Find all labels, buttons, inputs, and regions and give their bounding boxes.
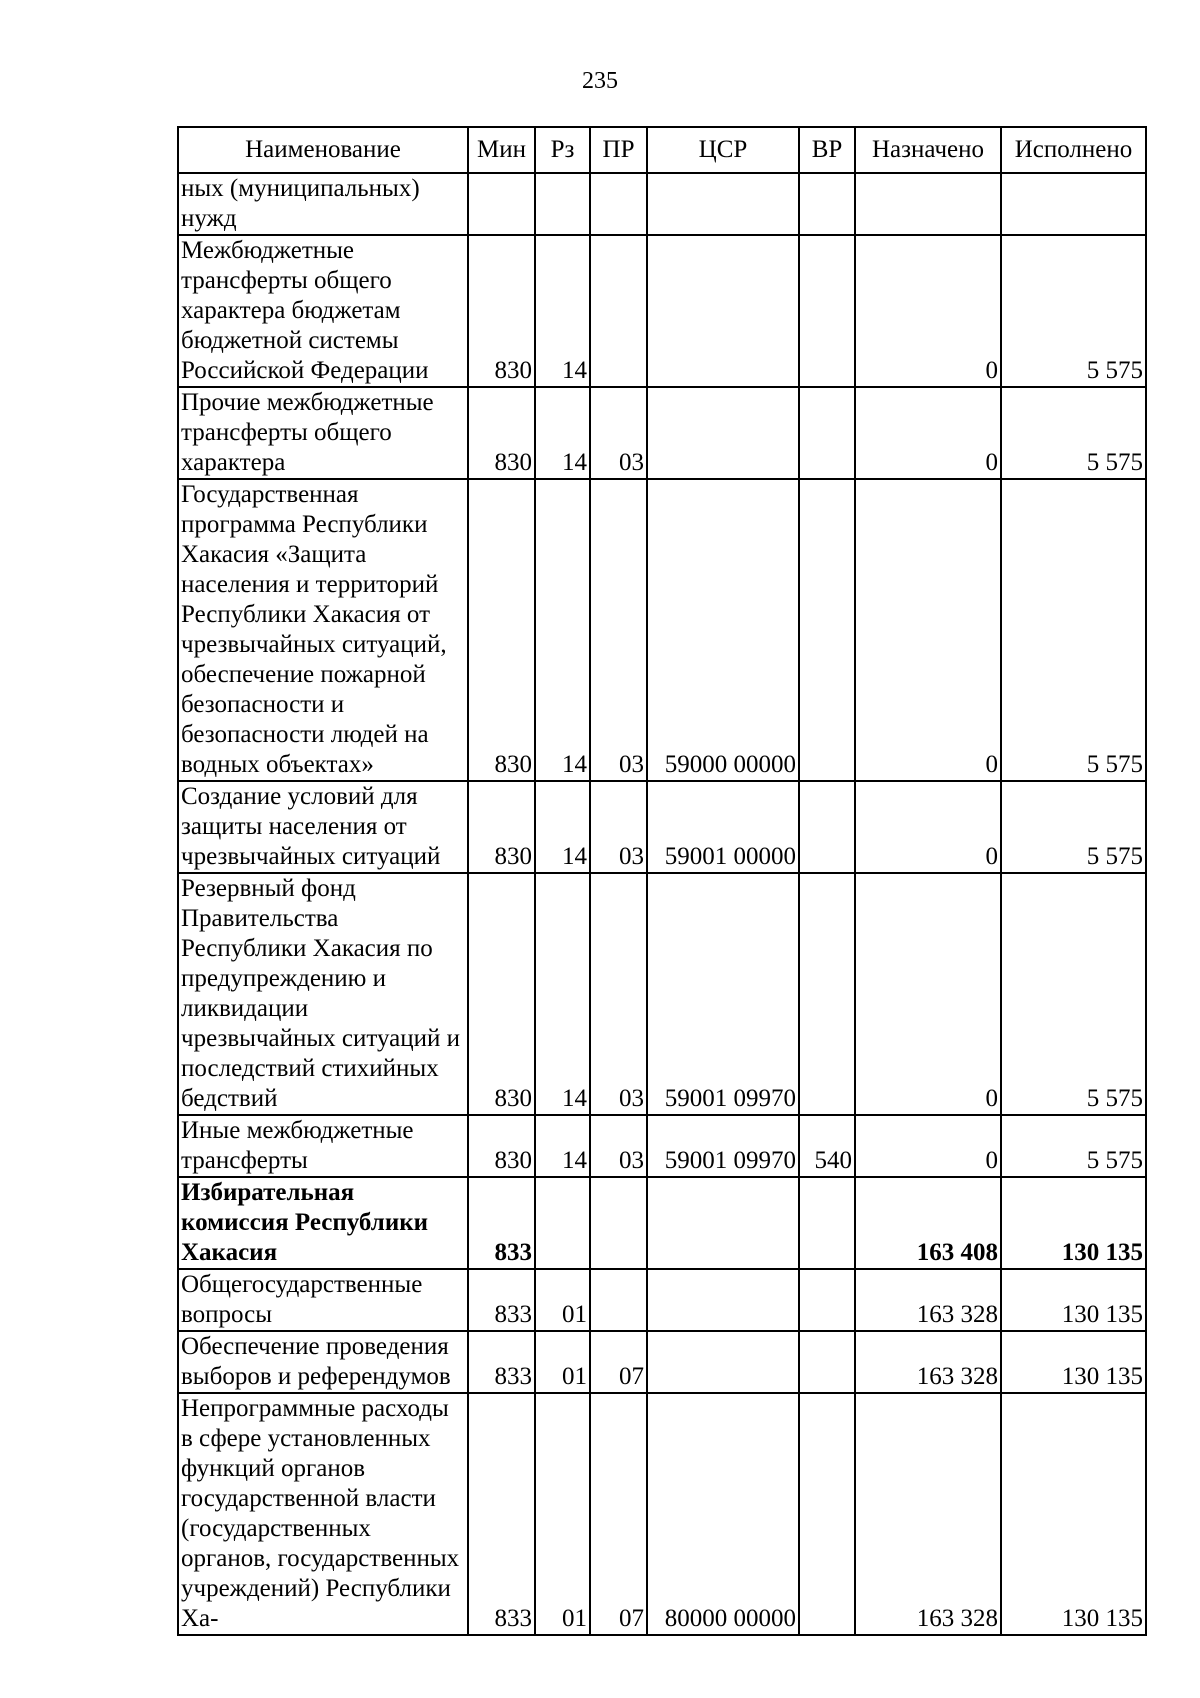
row-min: 833 [468,1393,535,1635]
table-row [178,1115,1146,1177]
row-rz: 01 [535,1269,590,1331]
table-row [178,387,1146,479]
row-name: Избирательная комиссия Республики Хакасия [178,1177,468,1269]
row-csr [647,173,799,235]
row-min: 830 [468,479,535,781]
row-vr [799,1177,855,1269]
row-name: Прочие межбюджетные трансферты общего характера [178,387,468,479]
row-rz [535,173,590,235]
row-pr: 03 [590,479,647,781]
row-pr: 03 [590,1115,647,1177]
row-assigned: 0 [855,873,1001,1115]
row-min [468,173,535,235]
table-row [178,235,1146,387]
row-rz: 01 [535,1393,590,1635]
row-name: Общегосударственные вопросы [178,1269,468,1331]
row-executed: 130 135 [1001,1269,1146,1331]
row-executed: 5 575 [1001,235,1146,387]
row-name: Обеспечение проведения выборов и референдумов [178,1331,468,1393]
row-pr: 03 [590,781,647,873]
row-min: 833 [468,1331,535,1393]
row-rz: 14 [535,387,590,479]
table-row [178,479,1146,781]
row-pr: 07 [590,1331,647,1393]
row-csr: 80000 00000 [647,1393,799,1635]
table-header-row [178,127,1146,173]
row-rz: 14 [535,1115,590,1177]
row-pr [590,1177,647,1269]
row-csr [647,1177,799,1269]
row-rz: 14 [535,873,590,1115]
header-rz: Рз [535,127,590,173]
row-assigned: 0 [855,387,1001,479]
row-rz: 14 [535,781,590,873]
row-assigned: 163 328 [855,1269,1001,1331]
row-executed: 5 575 [1001,387,1146,479]
row-min: 830 [468,781,535,873]
row-vr [799,1393,855,1635]
row-csr: 59001 00000 [647,781,799,873]
table-row [178,1393,1146,1635]
row-vr [799,781,855,873]
row-vr [799,1269,855,1331]
row-executed: 5 575 [1001,1115,1146,1177]
row-assigned: 0 [855,479,1001,781]
table-row [178,1269,1146,1331]
row-executed: 5 575 [1001,479,1146,781]
row-pr: 07 [590,1393,647,1635]
row-pr: 03 [590,873,647,1115]
table-row [178,873,1146,1115]
row-pr: 03 [590,387,647,479]
row-csr: 59000 00000 [647,479,799,781]
row-name: Непрограммные расходы в сфере установленных функций органов государственной власти (государственных органов, государственных учреждений) Республики Ха- [178,1393,468,1635]
header-pr: ПР [590,127,647,173]
row-name: Создание условий для защиты населения от чрезвычайных ситуаций [178,781,468,873]
row-executed: 130 135 [1001,1331,1146,1393]
row-assigned: 163 328 [855,1393,1001,1635]
header-assigned: Назначено [855,127,1001,173]
header-min: Мин [468,127,535,173]
row-min: 830 [468,387,535,479]
row-vr [799,387,855,479]
row-rz: 14 [535,479,590,781]
row-name: Межбюджетные трансферты общего характера бюджетам бюджетной системы Российской Федерации [178,235,468,387]
row-csr [647,387,799,479]
row-rz: 01 [535,1331,590,1393]
header-executed: Исполнено [1001,127,1146,173]
header-csr: ЦСР [647,127,799,173]
row-min: 833 [468,1269,535,1331]
row-csr: 59001 09970 [647,1115,799,1177]
row-min: 833 [468,1177,535,1269]
row-name: Государственная программа Республики Хакасия «Защита населения и территорий Республики Хакасия от чрезвычайных ситуаций, обеспечение пожарной безопасности и безопасности людей на водных объектах» [178,479,468,781]
header-name: Наименование [178,127,468,173]
row-vr [799,479,855,781]
row-vr [799,235,855,387]
row-executed: 5 575 [1001,873,1146,1115]
row-csr: 59001 09970 [647,873,799,1115]
row-assigned: 163 328 [855,1331,1001,1393]
row-min: 830 [468,1115,535,1177]
row-rz: 14 [535,235,590,387]
row-pr [590,173,647,235]
row-assigned: 0 [855,235,1001,387]
row-pr [590,1269,647,1331]
row-pr [590,235,647,387]
row-csr [647,235,799,387]
row-assigned: 0 [855,781,1001,873]
row-assigned [855,173,1001,235]
row-min: 830 [468,235,535,387]
table-row [178,781,1146,873]
row-vr [799,173,855,235]
row-assigned: 0 [855,1115,1001,1177]
row-executed: 130 135 [1001,1177,1146,1269]
row-min: 830 [468,873,535,1115]
row-name: ных (муниципальных) нужд [178,173,468,235]
row-csr [647,1331,799,1393]
row-name: Иные межбюджетные трансферты [178,1115,468,1177]
header-vr: ВР [799,127,855,173]
row-assigned: 163 408 [855,1177,1001,1269]
page-number: 235 [582,68,618,94]
row-executed: 5 575 [1001,781,1146,873]
table-row [178,1331,1146,1393]
budget-table [177,126,1147,1636]
row-name: Резервный фонд Правительства Республики Хакасия по предупреждению и ликвидации чрезвычайных ситуаций и последствий стихийных бедствий [178,873,468,1115]
row-executed: 130 135 [1001,1393,1146,1635]
row-vr: 540 [799,1115,855,1177]
row-executed [1001,173,1146,235]
row-csr [647,1269,799,1331]
row-vr [799,873,855,1115]
row-vr [799,1331,855,1393]
row-rz [535,1177,590,1269]
table-row [178,1177,1146,1269]
table-row [178,173,1146,235]
